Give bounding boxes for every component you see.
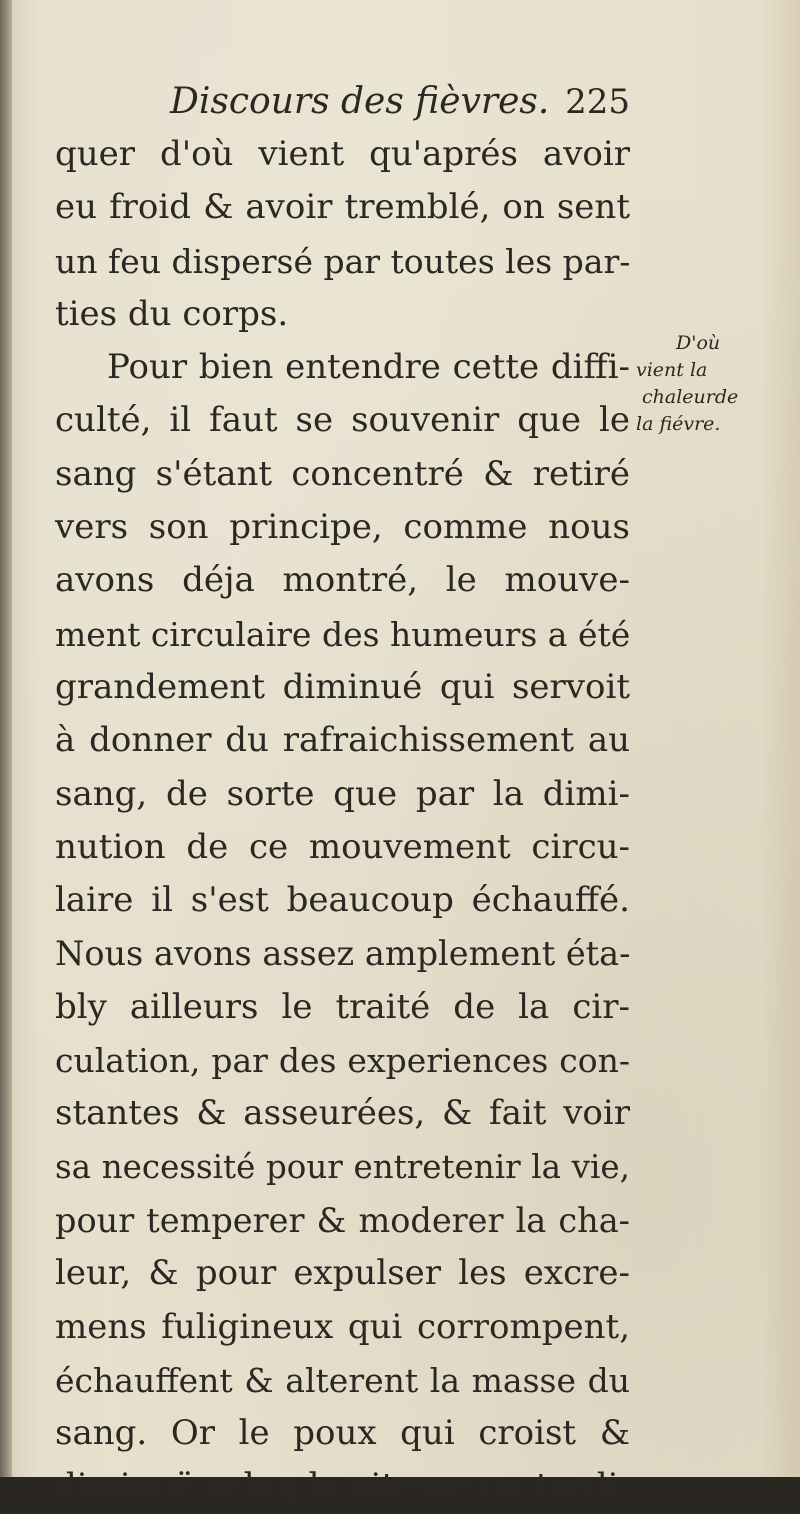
margin-note-line: vient la: [636, 359, 708, 381]
text-line: échauffent & alterent la masse du: [55, 1360, 630, 1400]
text-line: diminuë selon la vitesse ou tardi-: [55, 1466, 630, 1507]
text-line: mens fuligineux qui corrompent,: [55, 1306, 630, 1347]
text-line: Nous avons assez amplement éta-: [55, 934, 631, 974]
text-line: Pour bien entendre cette diffi-: [107, 347, 630, 388]
text-line: sang, de sorte que par la dimi-: [55, 773, 630, 814]
text-line: sa necessité pour entretenir la vie,: [55, 1147, 630, 1186]
margin-note-line: chaleurde: [642, 386, 739, 408]
text-line: leur, & pour expulser les excre-: [55, 1253, 630, 1294]
text-line: vers son principe, comme nous: [55, 507, 630, 548]
text-line: sang s'étant concentré & retiré: [55, 453, 630, 494]
page-binding-edge: [0, 0, 12, 1477]
text-line: laire il s'est beaucoup échauffé.: [55, 880, 630, 921]
text-line: grandement diminué qui servoit: [55, 666, 630, 707]
text-line: nution de ce mouvement circu-: [55, 826, 630, 867]
text-line: culation, par des experiences con-: [55, 1041, 630, 1081]
page-number: 225: [565, 82, 630, 122]
text-line: avons déja montré, le mouve-: [55, 560, 630, 601]
text-line: sang. Or le poux qui croist &: [55, 1413, 630, 1454]
text-line: ties du corps.: [55, 293, 289, 334]
text-line: ment circulaire des humeurs a été: [55, 614, 631, 654]
text-line: quer d'où vient qu'aprés avoir: [55, 134, 630, 174]
body-text: [55, 128, 630, 1514]
running-title: Discours des fièvres.: [170, 81, 550, 122]
margin-note-line: D'où: [676, 332, 721, 354]
text-line: culté, il faut se souvenir que le: [55, 400, 630, 441]
margin-note: [636, 330, 791, 438]
text-line: à donner du rafraichissement au: [55, 720, 630, 761]
text-line: bly ailleurs le traité de la cir-: [55, 986, 630, 1027]
text-line: un feu dispersé par toutes les par-: [55, 241, 631, 281]
text-line: stantes & asseurées, & fait voir: [55, 1093, 630, 1134]
text-line: eu froid & avoir tremblé, on sent: [55, 187, 630, 228]
text-line: pour temperer & moderer la cha-: [55, 1200, 630, 1240]
page-header: [60, 78, 630, 130]
margin-note-line: la fiévre.: [636, 413, 721, 435]
